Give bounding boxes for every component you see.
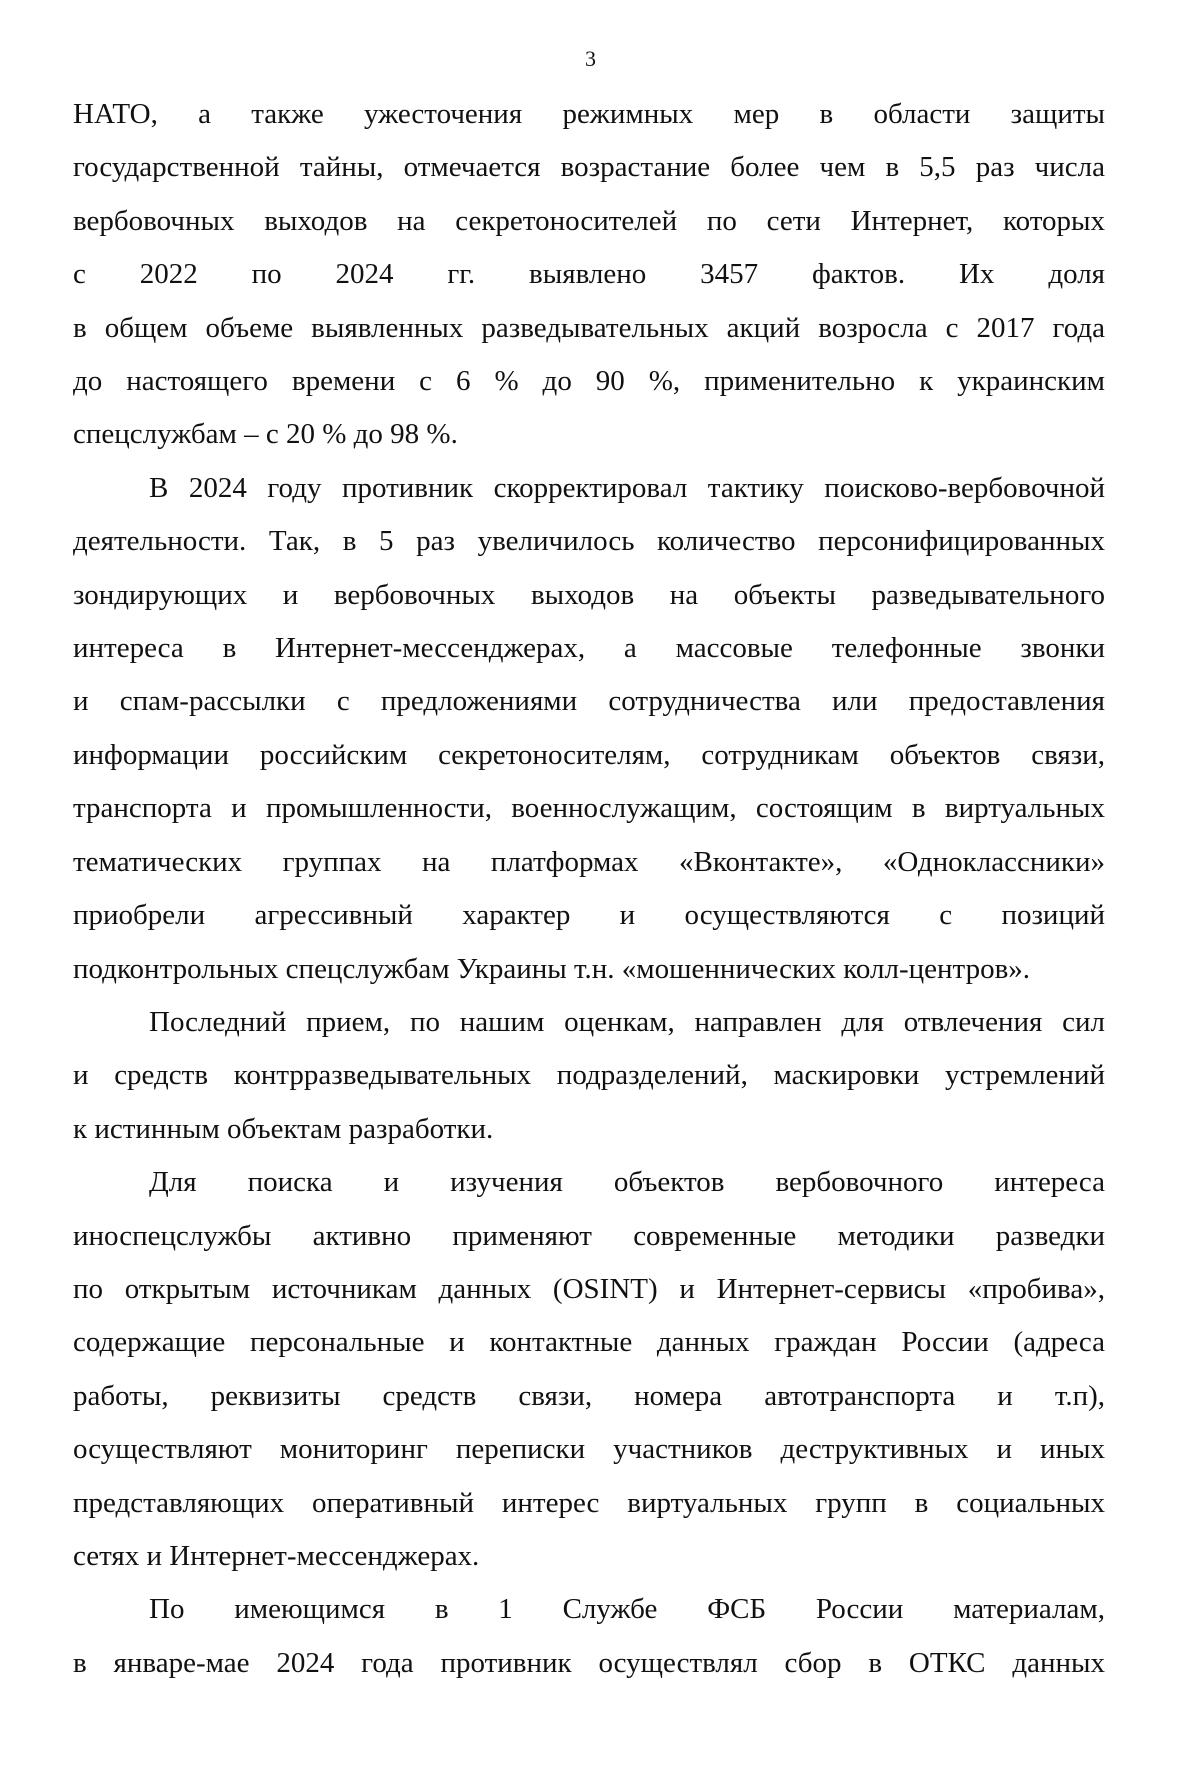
text-line: и спам-рассылки с предложениями сотрудничества или предоставления: [73, 685, 1105, 718]
text-line: зондирующих и вербовочных выходов на объекты разведывательного: [73, 578, 1105, 611]
text-line: информации российским секретоносителям, сотрудникам объектов связи,: [73, 738, 1105, 771]
text-line: деятельности. Так, в 5 раз увеличилось количество персонифицированных: [73, 525, 1105, 558]
text-line: осуществляют мониторинг переписки участников деструктивных и иных: [73, 1433, 1105, 1466]
text-line: работы, реквизиты средств связи, номера автотранспорта и т.п),: [73, 1379, 1105, 1412]
text-line: с 2022 по 2024 гг. выявлено 3457 фактов. Их доля: [73, 258, 1105, 291]
text-line: по открытым источникам данных (OSINT) и Интернет-сервисы «пробива»,: [73, 1272, 1105, 1305]
text-line: иноспецслужбы активно применяют современные методики разведки: [73, 1219, 1105, 1252]
text-line: и средств контрразведывательных подразделений, маскировки устремлений: [73, 1059, 1105, 1092]
text-line: государственной тайны, отмечается возрастание более чем в 5,5 раз числа: [73, 151, 1105, 184]
text-line: к истинным объектам разработки.: [73, 1112, 494, 1145]
paragraph-4: [73, 1156, 1105, 1583]
text-line: транспорта и промышленности, военнослужащим, состоящим в виртуальных: [73, 792, 1105, 825]
document-body: [73, 88, 1105, 1690]
text-line: тематических группах на платформах «Вконтакте», «Одноклассники»: [73, 845, 1105, 878]
paragraph-3: [73, 996, 1105, 1156]
paragraph-2: [73, 462, 1105, 996]
paragraph-5: [73, 1583, 1105, 1690]
text-line: По имеющимся в 1 Службе ФСБ России материалам,: [149, 1593, 1105, 1626]
text-line: Для поиска и изучения объектов вербовочного интереса: [149, 1166, 1105, 1199]
paragraph-1: [73, 88, 1105, 462]
text-line: представляющих оперативный интерес виртуальных групп в социальных: [73, 1486, 1105, 1519]
text-line: приобрели агрессивный характер и осуществляются с позиций: [73, 899, 1105, 932]
text-line: Последний прием, по нашим оценкам, направлен для отвлечения сил: [149, 1005, 1105, 1038]
text-line: сетях и Интернет-мессенджерах.: [73, 1539, 480, 1572]
text-line: подконтрольных спецслужбам Украины т.н. «мошеннических колл-центров».: [73, 952, 1031, 985]
text-line: НАТО, а также ужесточения режимных мер в области защиты: [73, 98, 1105, 130]
page-number: 3: [585, 46, 596, 71]
text-line: в январе-мае 2024 года противник осуществлял сбор в ОТКС данных: [73, 1646, 1105, 1679]
text-line: В 2024 году противник скорректировал тактику поисково-вербовочной: [149, 471, 1105, 504]
text-line: спецслужбам – с 20 % до 98 %.: [73, 418, 458, 451]
text-line: в общем объеме выявленных разведывательных акций возросла с 2017 года: [73, 311, 1105, 344]
text-line: до настоящего времени с 6 % до 90 %, применительно к украинским: [73, 365, 1105, 398]
text-line: вербовочных выходов на секретоносителей по сети Интернет, которых: [73, 204, 1105, 237]
text-line: интереса в Интернет-мессенджерах, а массовые телефонные звонки: [73, 632, 1105, 665]
text-line: содержащие персональные и контактные данных граждан России (адреса: [73, 1326, 1105, 1359]
